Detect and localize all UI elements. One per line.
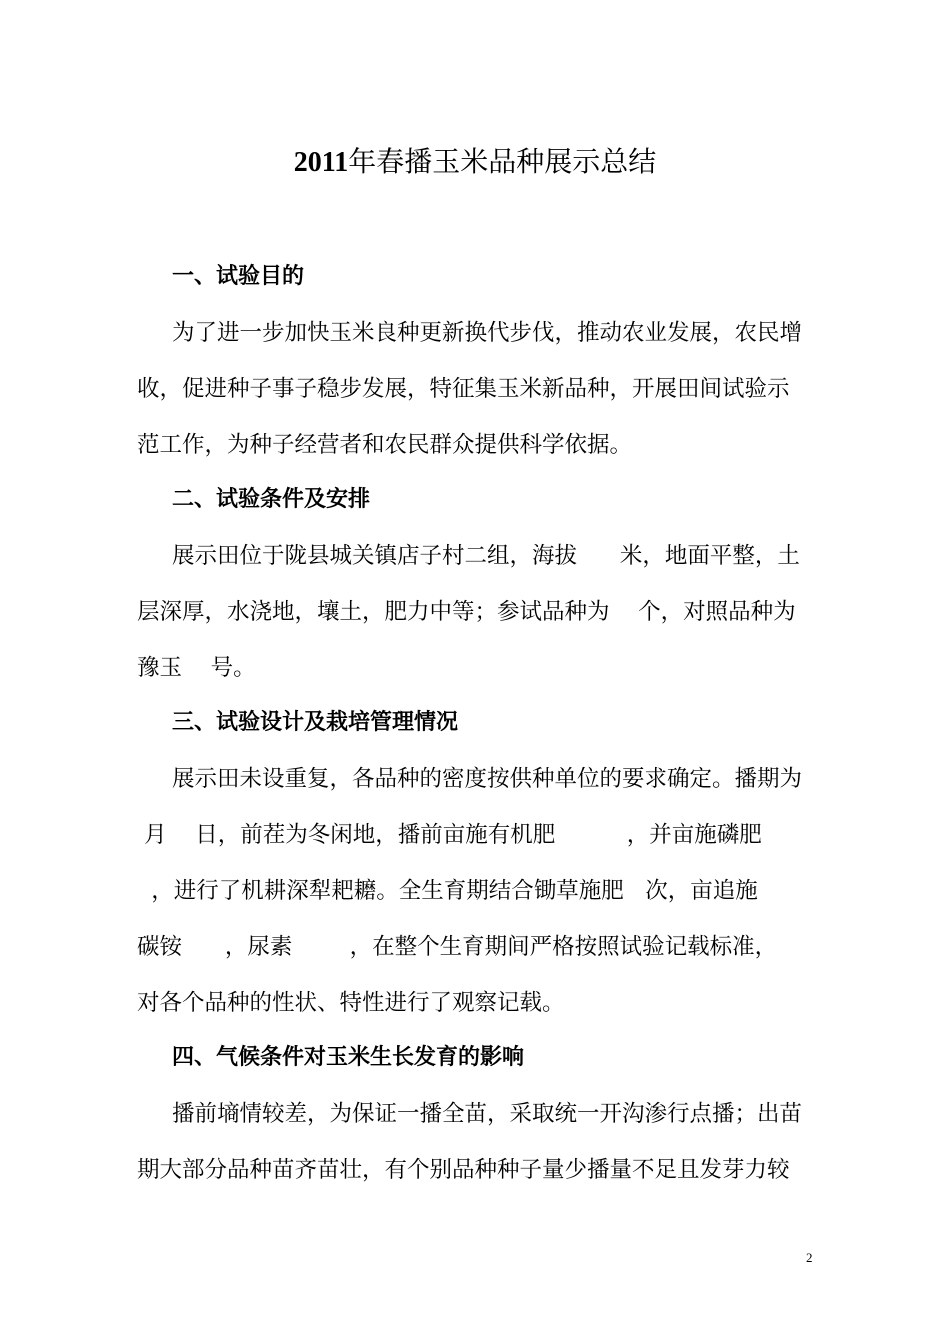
section-heading-3: 三、试验设计及栽培管理情况: [172, 710, 459, 735]
section-heading-4: 四、气候条件对玉米生长发育的影响: [172, 1045, 525, 1070]
page-title: [0, 140, 950, 185]
paragraph-line: 层深厚，水浇地，壤土，肥力中等；参试品种为 个，对照品种为: [137, 599, 796, 625]
paragraph-line: 豫玉 号。: [137, 655, 256, 681]
title-year: 2011: [293, 147, 349, 178]
paragraph-line: 为了进一步加快玉米良种更新换代步伐，推动农业发展，农民增: [172, 320, 803, 346]
paragraph-line: 播前墒情较差，为保证一播全苗，采取统一开沟渗行点播；出苗: [172, 1101, 803, 1127]
section-heading-1: 一、试验目的: [172, 264, 305, 289]
paragraph-line: 展示田未设重复，各品种的密度按供种单位的要求确定。播期为: [172, 766, 803, 792]
paragraph-line: 月 日，前茬为冬闲地，播前亩施有机肥 ，并亩施磷肥: [137, 822, 762, 848]
paragraph-line: 对各个品种的性状、特性进行了观察记载。: [137, 990, 565, 1016]
paragraph-line: 期大部分品种苗齐苗壮，有个别品种种子量少播量不足且发芽力较: [137, 1157, 790, 1183]
paragraph-line: 收，促进种子事子稳步发展，特征集玉米新品种，开展田间试验示: [137, 376, 790, 402]
paragraph-line: 碳铵 ，尿素 ，在整个生育期间严格按照试验记载标准，: [137, 934, 778, 960]
paragraph-line: 展示田位于陇县城关镇店子村二组，海拔 米，地面平整，土: [172, 543, 800, 569]
paragraph-line: 范工作，为种子经营者和农民群众提供科学依据。: [137, 432, 633, 458]
paragraph-line: ，进行了机耕深犁耙耱。全生育期结合锄草施肥 次，亩追施: [137, 878, 758, 904]
page-number: 2: [806, 1250, 813, 1265]
title-text: 年春播玉米品种展示总结: [348, 145, 657, 178]
section-heading-2: 二、试验条件及安排: [172, 487, 371, 512]
